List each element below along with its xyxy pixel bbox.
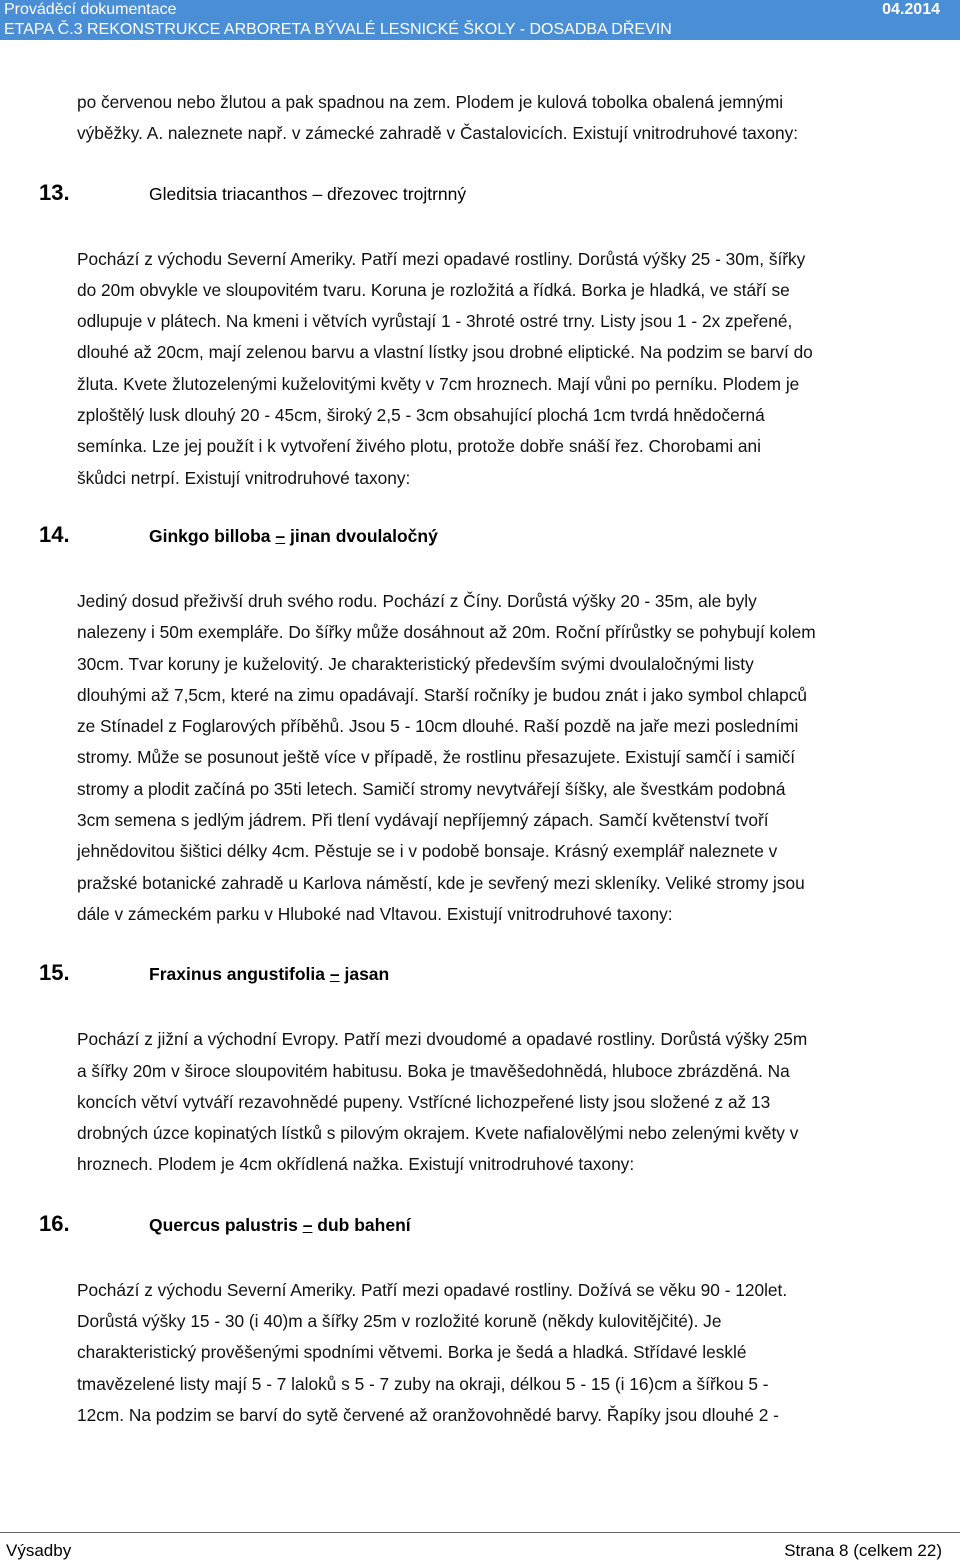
header-stage: ETAPA Č.3 REKONSTRUKCE ARBORETA BÝVALÉ LESNICKÉ ŠKOLY - DOSADBA DŘEVIN bbox=[4, 21, 672, 38]
text-line: do 20m obvykle ve sloupovitém tvaru. Koruna je rozložitá a řídká. Borka je hladká, ve stáří se bbox=[77, 279, 790, 300]
text-line: po červenou nebo žlutou a pak spadnou na zem. Plodem je kulová tobolka obalená jemnými bbox=[77, 92, 784, 112]
section-paragraph-14 bbox=[77, 586, 957, 930]
text-line: dlouhé až 20cm, mají zelenou barvu a vlastní lístky jsou drobné eliptické. Na podzim se barví do bbox=[77, 342, 813, 363]
title-separator: – bbox=[329, 964, 340, 985]
text-line: drobných úzce kopinatých lístků s pilovým okrajem. Kvete nafialovělými nebo zelenými květy v bbox=[77, 1123, 799, 1144]
text-line: Jediný dosud přeživší druh svého rodu. Pochází z Číny. Dorůstá výšky 20 - 35m, ale byly bbox=[77, 590, 757, 611]
text-line: 12cm. Na podzim se barví do sytě červené až oranžovohnědé barvy. Řapíky jsou dlouhé 2 - bbox=[77, 1404, 779, 1425]
text-line: Dorůstá výšky 15 - 30 (i 40)m a šířky 25m v rozložité koruně (někdy kulovitějčité). Je bbox=[77, 1311, 722, 1332]
section-heading-15 bbox=[39, 960, 957, 1000]
header-date: 04.2014 bbox=[882, 1, 940, 18]
title-czech: jasan bbox=[344, 964, 390, 985]
text-line: pražské botanické zahradě u Karlova náměstí, kde je sevřený mezi skleníky. Veliké stromy jsou bbox=[77, 872, 805, 893]
title-latin: Fraxinus angustifolia bbox=[149, 964, 325, 985]
section-title bbox=[149, 526, 438, 547]
title-separator: – bbox=[275, 525, 286, 546]
text-line: dlouhými až 7,5cm, které na zimu opadávají. Starší ročníky je budou znát i jako symbol chlapců bbox=[77, 684, 808, 705]
text-line: nalezeny i 50m exempláře. Do šířky může dosáhnout až 20m. Roční přírůstky se pohybují kolem bbox=[77, 622, 816, 643]
title-czech: dřezovec trojtrnný bbox=[327, 183, 467, 204]
text-line: 3cm semena s jedlým jádrem. Při tlení vydávají nepříjemný zápach. Samčí květenství tvoří bbox=[77, 810, 769, 831]
text-line: výběžky. A. naleznete např. v zámecké zahradě v Častalovicích. Existují vnitrodruhové taxony: bbox=[77, 123, 799, 144]
section-title bbox=[149, 1215, 411, 1236]
text-line: a šířky 20m v široce sloupovitém habitusu. Boka je tmavěšedohnědá, hluboce zbrázděná. Na bbox=[77, 1060, 790, 1081]
text-line: jehnědovitou šištici délky 4cm. Pěstuje se i v podobě bonsaje. Krásný exemplář naleznete v bbox=[77, 841, 778, 862]
title-latin: Quercus palustris bbox=[149, 1214, 298, 1235]
section-heading-14 bbox=[39, 522, 957, 562]
text-line: odlupuje v plátech. Na kmeni i větvích vyrůstají 1 - 3hroté ostré trny. Listy jsou 1 - 2x zpeřené, bbox=[77, 311, 793, 332]
page-header bbox=[0, 0, 960, 40]
section-number: 14. bbox=[39, 521, 70, 547]
title-czech: jinan dvoulaločný bbox=[290, 525, 438, 546]
text-line: koncích větví vytváří rezavohnědé pupeny. Vstřícné lichozpeřené listy jsou složené z až 13 bbox=[77, 1091, 771, 1112]
text-line: charakteristický prověšenými spodními větvemi. Borka je šedá a hladká. Střídavé lesklé bbox=[77, 1342, 747, 1363]
text-line: škůdci netrpí. Existují vnitrodruhové taxony: bbox=[77, 467, 411, 488]
section-heading-16 bbox=[39, 1211, 957, 1251]
text-line: Pochází z východu Severní Ameriky. Patří mezi opadavé rostliny. Dorůstá výšky 25 - 30m, šířky bbox=[77, 248, 806, 269]
section-number: 13. bbox=[39, 179, 70, 205]
section-title bbox=[149, 184, 466, 205]
text-line: ze Stínadel z Foglarových příběhů. Jsou 5 - 10cm dlouhé. Raší pozdě na jaře mezi posledními bbox=[77, 716, 799, 737]
section-number: 15. bbox=[39, 960, 70, 986]
footer-page-number: Strana 8 (celkem 22) bbox=[784, 1541, 942, 1560]
footer-section-name: Výsadby bbox=[6, 1541, 72, 1560]
intro-paragraph bbox=[77, 87, 957, 150]
text-line: tmavězelené listy mají 5 - 7 laloků s 5 - 7 zuby na okraji, délkou 5 - 15 (i 16)cm a šířkou 5 - bbox=[77, 1373, 769, 1394]
text-line: dále v zámeckém parku v Hluboké nad Vltavou. Existují vnitrodruhové taxony: bbox=[77, 903, 673, 924]
title-latin: Ginkgo billoba bbox=[149, 525, 271, 546]
text-line: 30cm. Tvar koruny je kuželovitý. Je charakteristický především svými dvoulaločnými listy bbox=[77, 653, 754, 674]
text-line: stromy a plodit začíná po 35ti letech. Samičí stromy nevytvářejí šíšky, ale švestkám podobná bbox=[77, 778, 786, 799]
text-line: Pochází z východu Severní Ameriky. Patří mezi opadavé rostliny. Dožívá se věku 90 - 120let. bbox=[77, 1279, 788, 1300]
text-line: zploštělý lusk dlouhý 20 - 45cm, široký 2,5 - 3cm obsahující plochá 1cm tvrdá hnědočerná bbox=[77, 405, 765, 426]
section-number: 16. bbox=[39, 1210, 70, 1236]
text-line: Pochází z jižní a východní Evropy. Patří mezi dvoudomé a opadavé rostliny. Dorůstá výšky 25m bbox=[77, 1029, 808, 1050]
section-paragraph-13 bbox=[77, 244, 957, 494]
title-czech: dub bahení bbox=[317, 1214, 411, 1235]
text-line: semínka. Lze jej použít i k vytvoření živého plotu, protože dobře snáší řez. Chorobami ani bbox=[77, 436, 761, 457]
text-line: hroznech. Plodem je 4cm okřídlená nažka. Existují vnitrodruhové taxony: bbox=[77, 1154, 635, 1175]
text-line: stromy. Může se posunout ještě více v případě, že rostlinu přesazujete. Existují samčí i samičí bbox=[77, 747, 796, 768]
title-separator: – bbox=[312, 183, 323, 204]
text-line: žluta. Kvete žlutozelenými kuželovitými květy v 7cm hroznech. Mají vůni po perníku. Plodem je bbox=[77, 373, 800, 394]
document-body bbox=[39, 87, 957, 1431]
title-latin: Gleditsia triacanthos bbox=[149, 183, 308, 204]
section-paragraph-16 bbox=[77, 1275, 957, 1431]
section-paragraph-15 bbox=[77, 1024, 957, 1180]
title-separator: – bbox=[302, 1214, 313, 1235]
page-footer bbox=[0, 1532, 960, 1565]
section-title bbox=[149, 964, 389, 985]
header-doc-type: Prováděcí dokumentace bbox=[4, 1, 177, 18]
section-heading-13 bbox=[39, 180, 957, 220]
